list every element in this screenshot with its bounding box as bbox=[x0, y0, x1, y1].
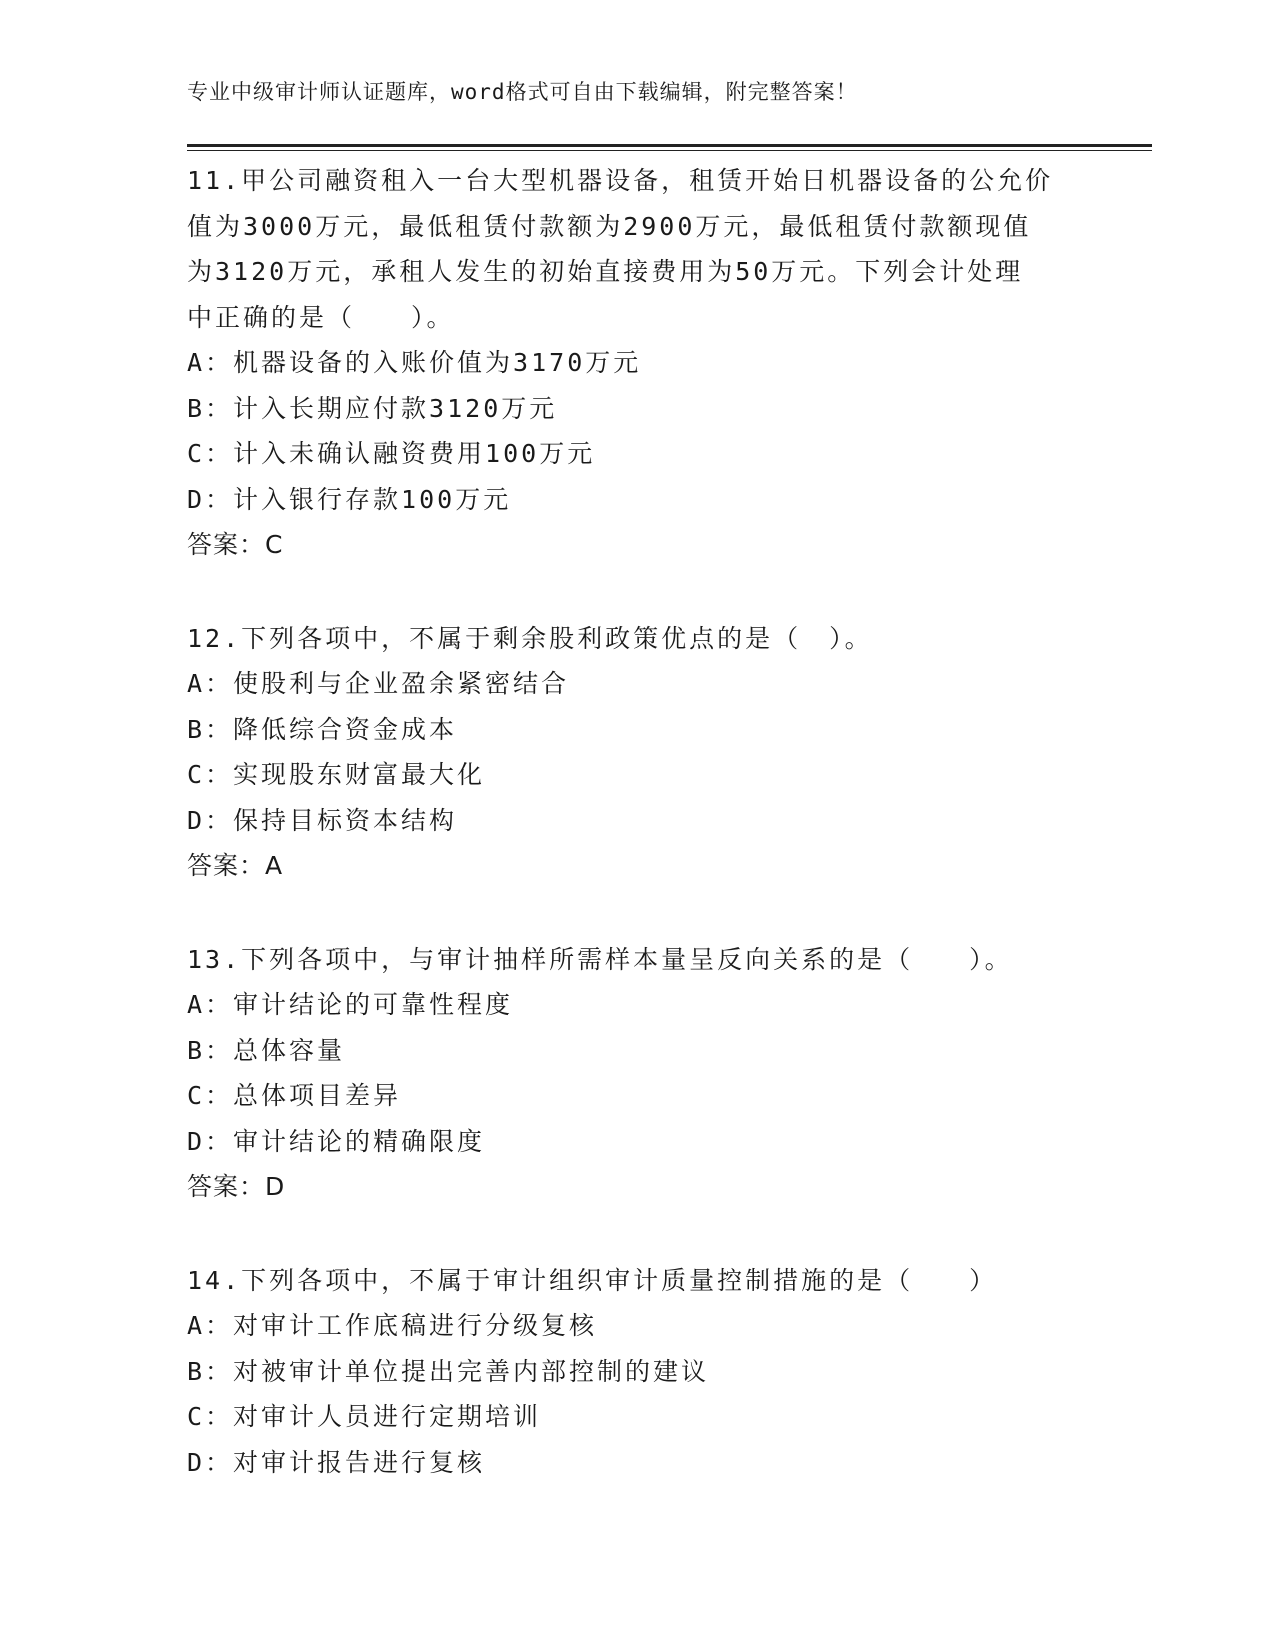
question-spacer bbox=[187, 568, 1087, 616]
question-spacer bbox=[187, 1210, 1087, 1258]
question-12 bbox=[187, 616, 1087, 889]
option-a: A：对审计工作底稿进行分级复核 bbox=[187, 1311, 598, 1340]
option-a: A：使股利与企业盈余紧密结合 bbox=[187, 669, 570, 698]
option-d: D：保持目标资本结构 bbox=[187, 805, 458, 835]
question-stem-line: 12.下列各项中，不属于剩余股利政策优点的是（ ）。 bbox=[187, 623, 873, 653]
option-c: C：计入未确认融资费用100万元 bbox=[187, 439, 596, 468]
header-rule-thin bbox=[187, 150, 1152, 151]
answer-line: 答案：D bbox=[187, 1172, 286, 1201]
question-stem-line: 中正确的是（ ）。 bbox=[187, 302, 455, 332]
option-d: D：计入银行存款100万元 bbox=[187, 484, 512, 514]
option-b: B：总体容量 bbox=[187, 1035, 346, 1065]
option-a: A：机器设备的入账价值为3170万元 bbox=[187, 348, 642, 377]
option-b: B：计入长期应付款3120万元 bbox=[187, 393, 558, 423]
option-c: C：实现股东财富最大化 bbox=[187, 760, 486, 789]
header-rule-thick bbox=[187, 144, 1152, 147]
option-d: D：审计结论的精确限度 bbox=[187, 1126, 486, 1156]
question-stem-line: 13.下列各项中，与审计抽样所需样本量呈反向关系的是（ ）。 bbox=[187, 944, 1013, 974]
answer-line: 答案：C bbox=[187, 530, 284, 559]
question-stem-line: 14.下列各项中，不属于审计组织审计质量控制措施的是（ ） bbox=[187, 1265, 998, 1295]
question-13 bbox=[187, 937, 1087, 1210]
question-spacer bbox=[187, 889, 1087, 937]
option-c: C：总体项目差异 bbox=[187, 1081, 402, 1110]
question-stem-line: 11.甲公司融资租入一台大型机器设备，租赁开始日机器设备的公允价 bbox=[187, 166, 1054, 195]
question-11 bbox=[187, 158, 1087, 568]
answer-line: 答案：A bbox=[187, 851, 284, 880]
question-stem-line: 为3120万元，承租人发生的初始直接费用为50万元。下列会计处理 bbox=[187, 257, 1024, 286]
question-stem-line: 值为3000万元，最低租赁付款额为2900万元，最低租赁付款额现值 bbox=[187, 211, 1032, 241]
option-a: A：审计结论的可靠性程度 bbox=[187, 990, 514, 1019]
question-list bbox=[187, 158, 1087, 1485]
option-c: C：对审计人员进行定期培训 bbox=[187, 1402, 542, 1431]
option-b: B：对被审计单位提出完善内部控制的建议 bbox=[187, 1356, 710, 1386]
option-b: B：降低综合资金成本 bbox=[187, 714, 458, 744]
option-d: D：对审计报告进行复核 bbox=[187, 1447, 486, 1477]
page-header: 专业中级审计师认证题库，word格式可自由下载编辑，附完整答案！ bbox=[187, 80, 858, 104]
question-14 bbox=[187, 1258, 1087, 1486]
